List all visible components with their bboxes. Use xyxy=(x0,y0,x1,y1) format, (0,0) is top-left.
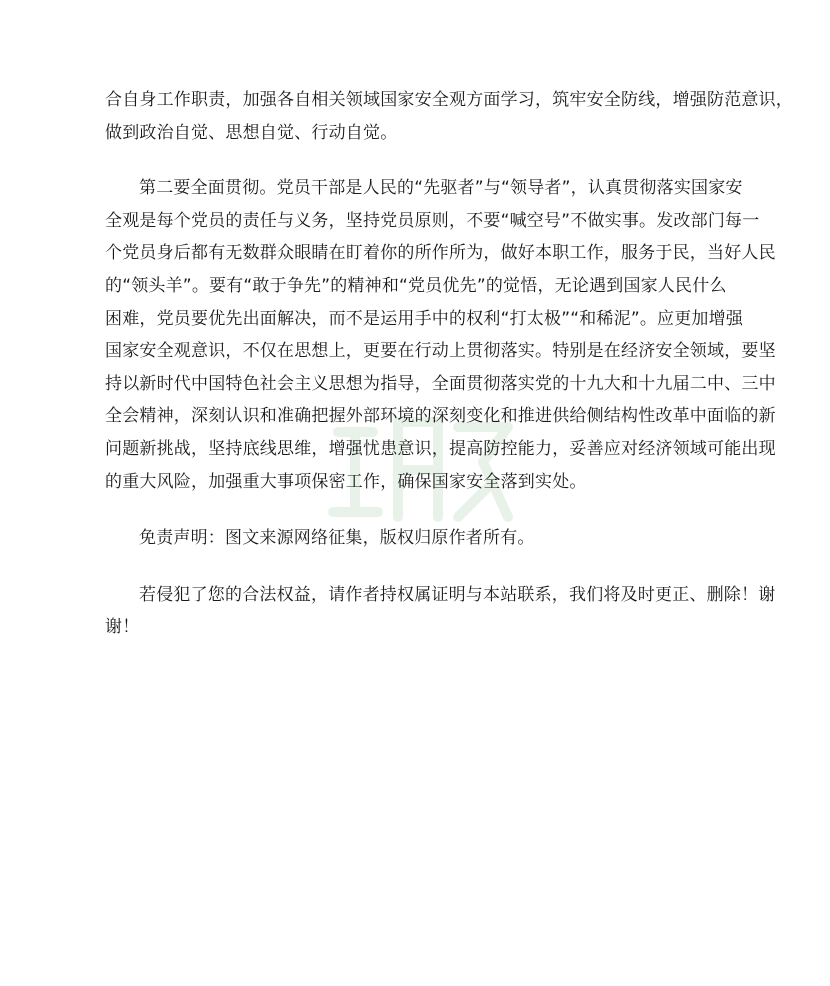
text-line: 谢！ xyxy=(105,617,140,638)
paragraph-1 xyxy=(105,84,793,149)
text-line: 的重大风险，加强重大事项保密工作，确保国家安全落到实处。 xyxy=(105,471,587,492)
text-line: 持以新时代中国特色社会主义思想为指导，全面贯彻落实党的十九大和十九届二中、三中 xyxy=(105,373,776,394)
text-line: 问题新挑战，坚持底线思维，增强忧患意识，提高防控能力，妥善应对经济领域可能出现 xyxy=(105,438,776,459)
text-line: 免责声明：图文来源网络征集，版权归原作者所有。 xyxy=(139,528,535,549)
text-line: 困难，党员要优先出面解决，而不是运用手中的权利“打太极”“和稀泥”。应更加增强 xyxy=(105,308,744,329)
paragraph-2 xyxy=(105,172,776,498)
text-line: 个党员身后都有无数群众眼睛在盯着你的所作所为，做好本职工作，服务于民，当好人民 xyxy=(105,243,776,264)
disclaimer-paragraph xyxy=(105,522,727,555)
text-line: 的“领头羊”。要有“敢于争先”的精神和“党员优先”的觉悟，无论遇到国家人民什么 xyxy=(105,275,727,296)
text-line: 国家安全观意识，不仅在思想上，更要在行动上贯彻落实。特别是在经济安全领域，要坚 xyxy=(105,341,776,362)
text-line: 合自身工作职责，加强各自相关领域国家安全观方面学习，筑牢安全防线，增强防范意识， xyxy=(105,90,793,110)
document-body xyxy=(105,84,793,644)
text-line: 全观是每个党员的责任与义务，坚持党员原则，不要“喊空号”不做实事。发改部门每一 xyxy=(105,210,760,231)
text-line: 全会精神，深刻认识和准确把握外部环境的深刻变化和推进供给侧结构性改革中面临的新 xyxy=(105,406,776,427)
text-line: 若侵犯了您的合法权益，请作者持权属证明与本站联系，我们将及时更正、删除！谢 xyxy=(139,584,776,605)
text-line: 做到政治自觉、思想自觉、行动自觉。 xyxy=(105,122,398,143)
copyright-paragraph xyxy=(105,579,776,644)
text-line: 第二要全面贯彻。党员干部是人民的“先驱者”与“领导者”，认真贯彻落实国家安 xyxy=(139,178,743,199)
